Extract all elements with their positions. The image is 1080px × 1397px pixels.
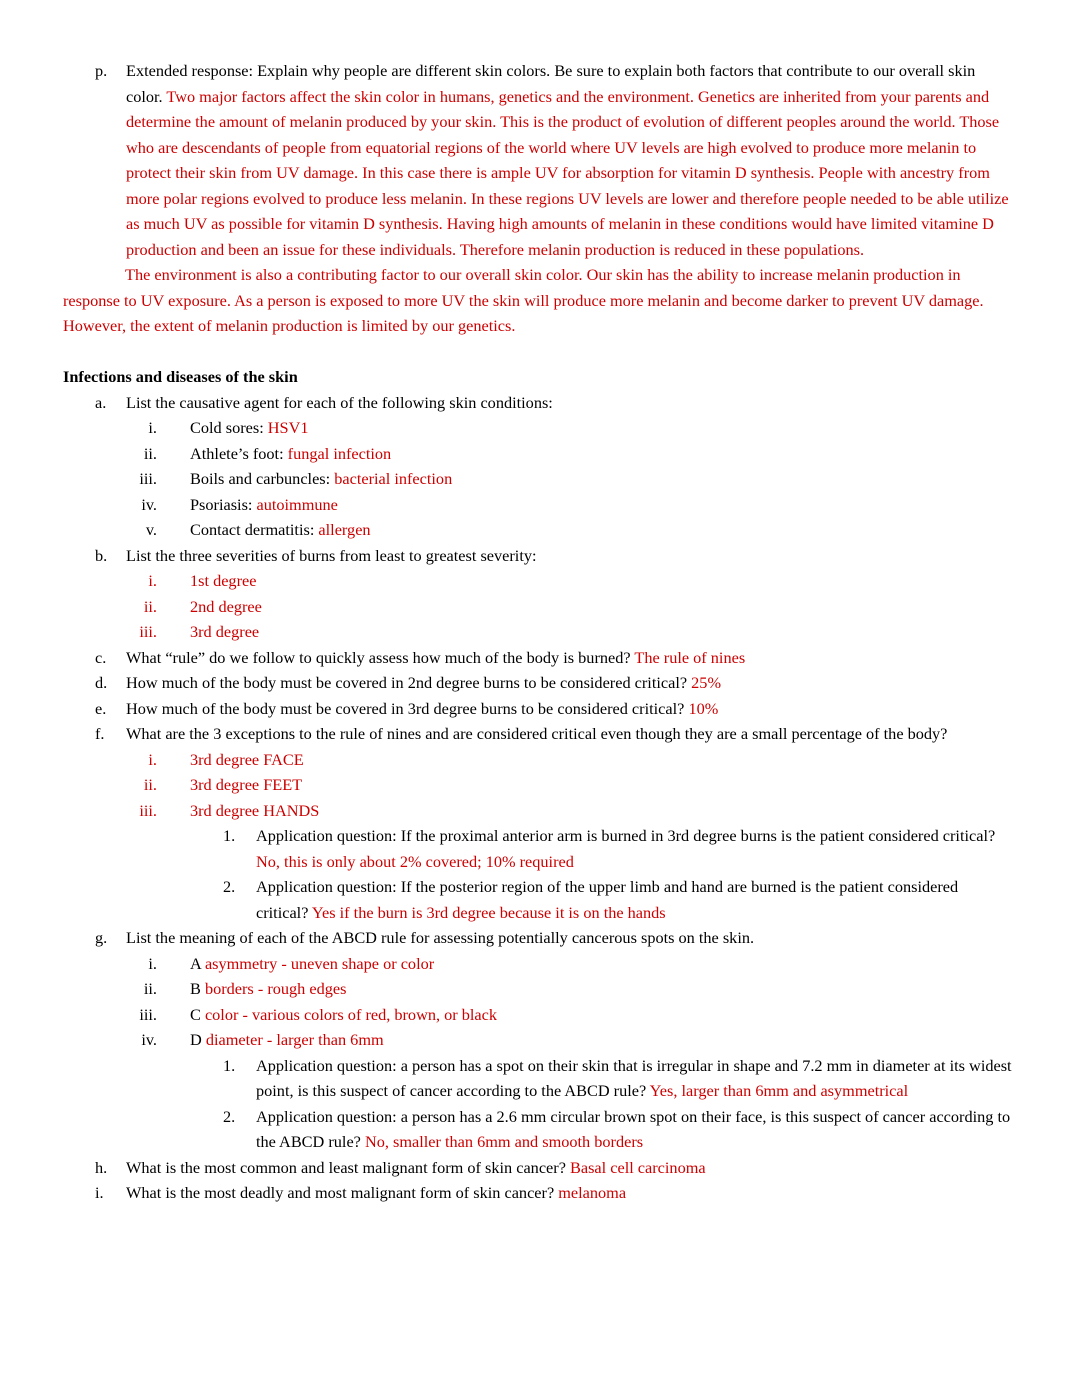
answer-burn-2nd-degree [63, 594, 1013, 620]
answer-text: diameter - larger than 6mm [205, 1030, 384, 1049]
sub-item-cold-sores [63, 415, 1013, 441]
application-question-circular-brown-spot [63, 1104, 1013, 1155]
list-marker: d. [95, 673, 108, 692]
question-f-rule-of-nines-exceptions [63, 721, 1013, 747]
list-marker: i. [148, 749, 157, 769]
answer-abcd-borders [63, 976, 1013, 1002]
sub-item-psoriasis [63, 492, 1013, 518]
question-text: Application question: a person has a spot on their skin that is irregular in shape and 7.2 mm in diameter at its widest point, is this suspect of cancer according to the ABCD rule? [256, 1055, 1012, 1100]
list-marker: i. [148, 418, 157, 437]
answer-text: The environment is also a contributing factor to our overall skin color. Our skin has the ability to increase melanin production in response to UV exposure. As a person is exposed to more UV the skin will produce more melanin and become darker to prevent UV damage. However, the extent of melanin production is limited by our genetics. [63, 265, 984, 335]
answer-burn-3rd-degree [63, 619, 1013, 645]
answer-text: Yes, larger than 6mm and asymmetrical [649, 1081, 909, 1100]
answer-text: fungal infection [287, 443, 392, 463]
question-text: How much of the body must be covered in 2nd degree burns to be considered critical? [126, 673, 692, 692]
list-marker: b. [95, 545, 108, 565]
application-question-posterior-upper-limb [63, 874, 1013, 925]
question-text: What is the most common and least malignant form of skin cancer? [126, 1157, 570, 1177]
question-text: List the meaning of each of the ABCD rule for assessing potentially cancerous spots on the skin. [126, 928, 755, 947]
question-text: How much of the body must be covered in 3rd degree burns to be considered critical? [126, 698, 689, 718]
question-text: D [190, 1030, 206, 1049]
list-marker: 1. [223, 1055, 236, 1075]
answer-text: Two major factors affect the skin color in humans, genetics and the environment. Genetics are inherited from your parents and determine the amount of melanin produced by your skin. This is the product of evolution of different peoples around the world. Those who are descendants of people from equatorial regions of the world where UV levels are high evolved to produce more melanin to protect their skin from UV damage. In this case there is ample UV for absorption for vitamin D synthesis. People with ancestry from more polar regions evolved to produce less melanin. In these regions UV levels are lower and therefore people needed to be able utilize as much UV as possible for vitamin D synthesis. Having high amounts of melanin in these conditions would have limited vitamine D production and been an issue for these individuals. Therefore melanin production is reduced in these populations. [126, 86, 1009, 259]
list-marker: e. [95, 698, 107, 718]
question-text: List the three severities of burns from least to greatest severity: [126, 545, 537, 565]
question-text: Application question: If the proximal anterior arm is burned in 3rd degree burns is the patient considered critical? [256, 826, 996, 845]
answer-text: 3rd degree [190, 622, 260, 641]
list-marker: iii. [139, 1004, 157, 1024]
answer-text: 2nd degree [190, 596, 262, 616]
question-text: A [190, 953, 205, 973]
answer-text: 10% [688, 698, 719, 718]
answer-text: 3rd degree FACE [190, 749, 304, 769]
answer-abcd-diameter [63, 1027, 1013, 1053]
sub-item-contact-dermatitis [63, 517, 1013, 543]
question-text: Athlete’s foot: [190, 443, 288, 463]
sub-item-boils-carbuncles [63, 466, 1013, 492]
answer-text: 3rd degree FEET [190, 775, 303, 794]
list-marker: p. [95, 61, 108, 80]
question-text: Extended response: Explain why people are different skin colors. Be sure to explain both factors that contribute to our overall skin color. [126, 61, 976, 106]
answer-abcd-color [63, 1002, 1013, 1028]
question-g-abcd-rule [63, 925, 1013, 951]
list-marker: v. [145, 520, 157, 539]
blank-line [63, 339, 1013, 365]
question-text: B [190, 979, 205, 998]
question-text: Application question: a person has a 2.6 mm circular brown spot on their face, is this suspect of cancer according to the ABCD rule? [256, 1106, 1011, 1151]
list-marker: 2. [223, 877, 236, 896]
question-c-rule-of-nines [63, 645, 1013, 671]
answer-abcd-asymmetry [63, 951, 1013, 977]
list-marker: c. [95, 647, 107, 667]
question-text: Infections and diseases of the skin [63, 367, 298, 386]
answer-text: melanoma [558, 1183, 627, 1202]
question-i-most-deadly-skin-cancer [63, 1180, 1013, 1206]
question-text: What “rule” do we follow to quickly assess how much of the body is burned? [126, 647, 635, 667]
answer-exception-hands [63, 798, 1013, 824]
document-content [63, 58, 1013, 1206]
question-text: Cold sores: [190, 418, 268, 437]
section-heading-infections-and-diseases [63, 364, 1013, 390]
answer-burn-1st-degree [63, 568, 1013, 594]
answer-text: color - various colors of red, brown, or black [204, 1004, 498, 1024]
question-text: Application question: If the posterior region of the upper limb and hand are burned is the patient considered critical? [256, 877, 959, 922]
question-e-3rd-degree-critical [63, 696, 1013, 722]
list-marker: iii. [139, 800, 157, 820]
list-marker: iii. [139, 622, 157, 641]
question-d-2nd-degree-critical [63, 670, 1013, 696]
question-b-burn-severities [63, 543, 1013, 569]
list-marker: 2. [223, 1106, 236, 1126]
list-marker: h. [95, 1157, 108, 1177]
answer-exception-feet [63, 772, 1013, 798]
list-marker: ii. [143, 979, 157, 998]
answer-text: allergen [318, 520, 371, 539]
list-marker: iii. [139, 469, 157, 488]
sub-item-athletes-foot [63, 441, 1013, 467]
list-marker: i. [95, 1183, 104, 1202]
question-text: Contact dermatitis: [190, 520, 319, 539]
question-a-causative-agents [63, 390, 1013, 416]
question-text: Boils and carbuncles: [190, 469, 335, 488]
answer-text: Basal cell carcinoma [570, 1157, 706, 1177]
application-question-irregular-spot [63, 1053, 1013, 1104]
question-text: Psoriasis: [190, 494, 257, 514]
answer-text: 3rd degree HANDS [190, 800, 320, 820]
list-marker: a. [95, 392, 107, 412]
application-question-proximal-anterior-arm [63, 823, 1013, 874]
answer-text: 25% [691, 673, 721, 692]
list-marker: ii. [143, 596, 157, 616]
answer-text: No, this is only about 2% covered; 10% required [256, 851, 574, 871]
list-marker: ii. [143, 775, 157, 794]
answer-text: No, smaller than 6mm and smooth borders [364, 1132, 644, 1151]
list-marker: iv. [141, 1030, 157, 1049]
question-p-extended-response [63, 58, 1013, 262]
answer-text: 1st degree [190, 571, 257, 590]
answer-text: HSV1 [267, 418, 309, 437]
list-marker: g. [95, 928, 108, 947]
question-text: What are the 3 exceptions to the rule of nines and are considered critical even though they are a small percentage of the body? [126, 724, 948, 743]
list-marker: iv. [141, 494, 157, 514]
question-text: C [190, 1004, 205, 1024]
question-text: List the causative agent for each of the following skin conditions: [126, 392, 553, 412]
question-text: What is the most deadly and most malignant form of skin cancer? [126, 1183, 559, 1202]
list-marker: i. [148, 953, 157, 973]
answer-paragraph-environment [63, 262, 1013, 339]
list-marker: f. [95, 724, 105, 743]
list-marker: 1. [223, 826, 236, 845]
list-marker: i. [148, 571, 157, 590]
answer-text: Yes if the burn is 3rd degree because it is on the hands [311, 902, 666, 922]
answer-text: bacterial infection [334, 469, 453, 488]
answer-text: The rule of nines [634, 647, 746, 667]
answer-exception-face [63, 747, 1013, 773]
answer-text: autoimmune [256, 494, 338, 514]
question-h-most-common-skin-cancer [63, 1155, 1013, 1181]
answer-text: asymmetry - uneven shape or color [204, 953, 435, 973]
answer-text: borders - rough edges [204, 979, 347, 998]
list-marker: ii. [143, 443, 157, 463]
